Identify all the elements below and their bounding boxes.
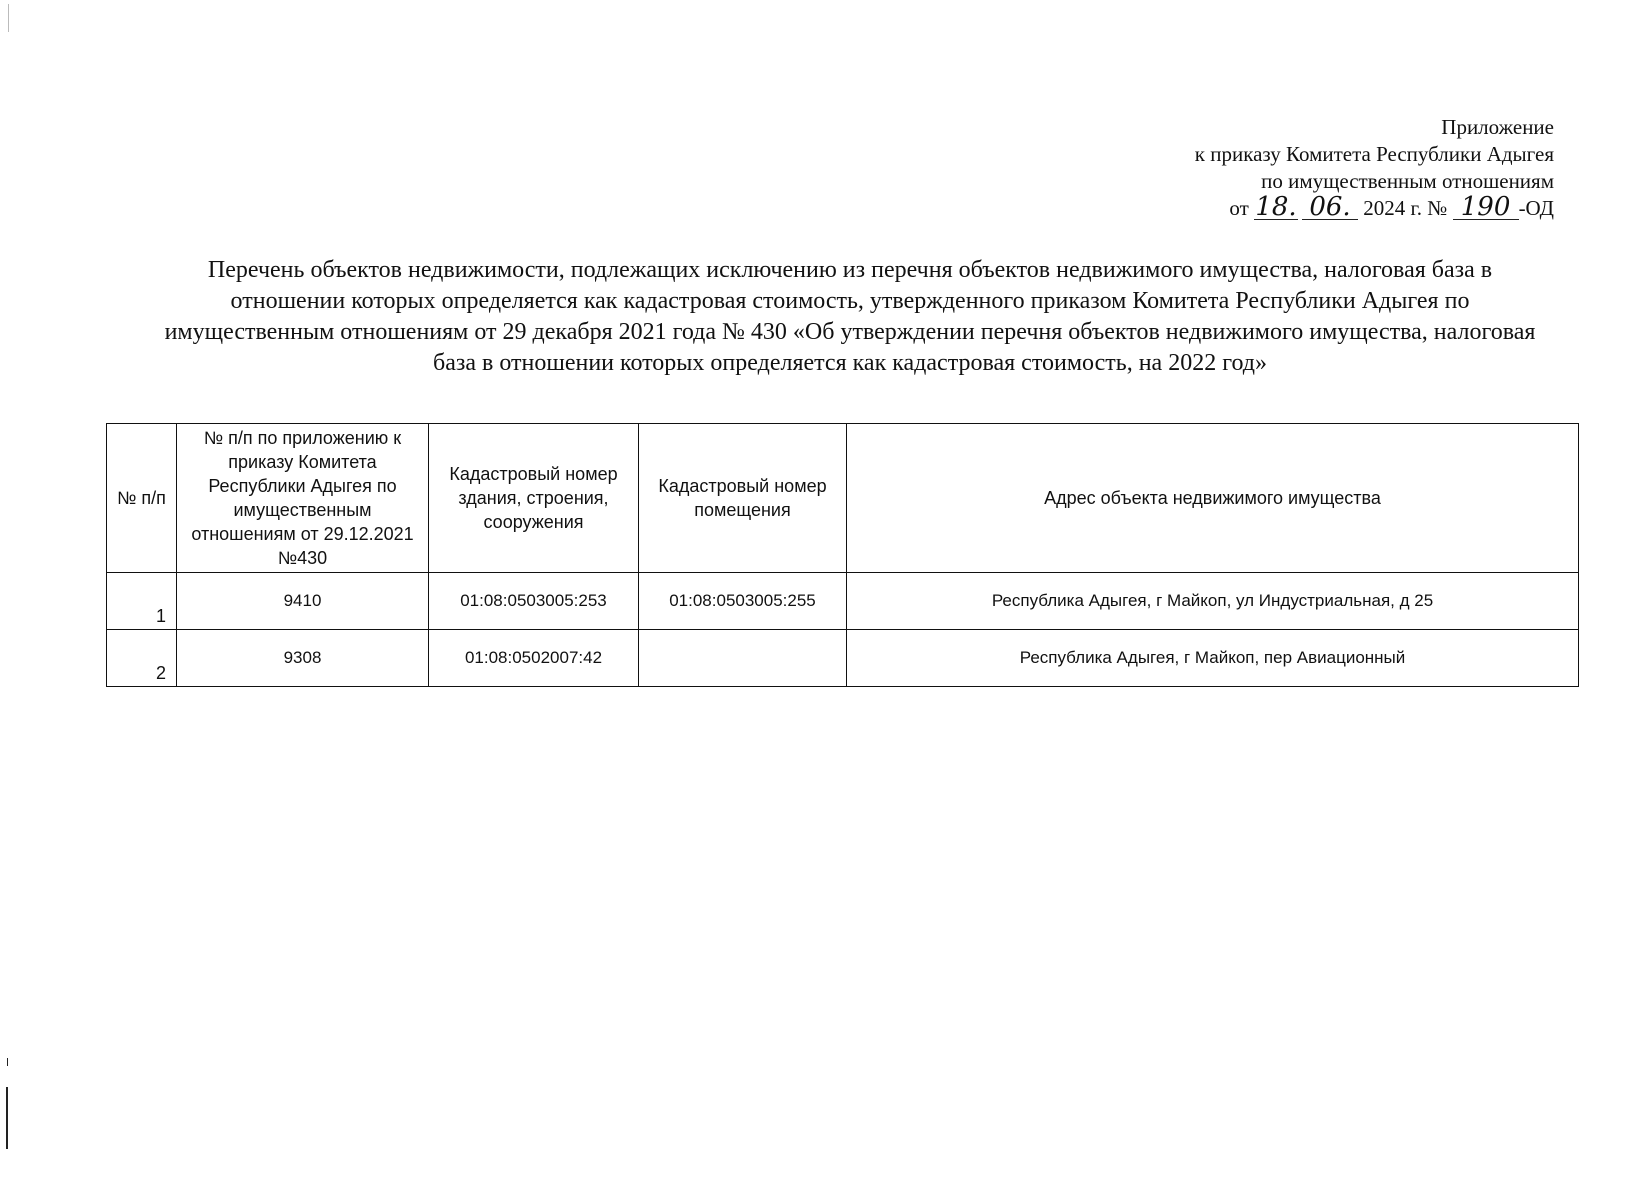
objects-table	[106, 423, 1579, 687]
cell-building-cadastral: 01:08:0503005:253	[429, 573, 639, 630]
header-premises-cadastral: Кадастровый номер помещения	[639, 424, 847, 573]
date-year: 2024 г. №	[1363, 196, 1448, 220]
annex-line-1: Приложение	[1441, 115, 1554, 139]
cell-premises-cadastral: 01:08:0503005:255	[639, 573, 847, 630]
annex-line-3: по имущественным отношениям	[1261, 169, 1554, 193]
header-annex-number: № п/п по приложению к приказу Комитета Республики Адыгея по имущественным отношениям от 29.12.2021 №430	[177, 424, 429, 573]
scan-edge-mark	[8, 4, 9, 32]
cell-address: Республика Адыгея, г Майкоп, ул Индустриальная, д 25	[847, 573, 1579, 630]
header-address: Адрес объекта недвижимого имущества	[847, 424, 1579, 573]
cell-address: Республика Адыгея, г Майкоп, пер Авиационный	[847, 630, 1579, 687]
annex-date-line	[1195, 192, 1554, 222]
header-number: № п/п	[107, 424, 177, 573]
annex-header	[1195, 114, 1554, 222]
cell-annex-number: 9308	[177, 630, 429, 687]
cell-annex-number: 9410	[177, 573, 429, 630]
handwritten-month: 06.	[1302, 195, 1358, 220]
scan-edge-mark	[7, 1058, 8, 1066]
date-prefix: от	[1229, 196, 1249, 220]
order-suffix: -ОД	[1518, 196, 1554, 220]
document-title: Перечень объектов недвижимости, подлежащих исключению из перечня объектов недвижимого имущества, налоговая база в отношении которых определяется как кадастровая стоимость, утвержденного приказом Комитета Республики Адыгея по имущественным отношениям от 29 декабря 2021 года № 430 «Об утверждении перечня объектов недвижимого имущества, налоговая база в отношении которых определяется как кадастровая стоимость, на 2022 год»	[164, 257, 1536, 376]
cell-number: 1	[107, 573, 177, 630]
cell-premises-cadastral	[639, 630, 847, 687]
cell-building-cadastral: 01:08:0502007:42	[429, 630, 639, 687]
handwritten-order-number: 190	[1453, 195, 1519, 220]
annex-line-2: к приказу Комитета Республики Адыгея	[1194, 142, 1554, 166]
table-row	[107, 573, 1579, 630]
scan-edge-mark	[6, 1087, 8, 1149]
table-row	[107, 630, 1579, 687]
handwritten-day: 18.	[1255, 192, 1297, 222]
table-header-row	[107, 424, 1579, 573]
cell-number: 2	[107, 630, 177, 687]
header-building-cadastral: Кадастровый номер здания, строения, сооружения	[429, 424, 639, 573]
